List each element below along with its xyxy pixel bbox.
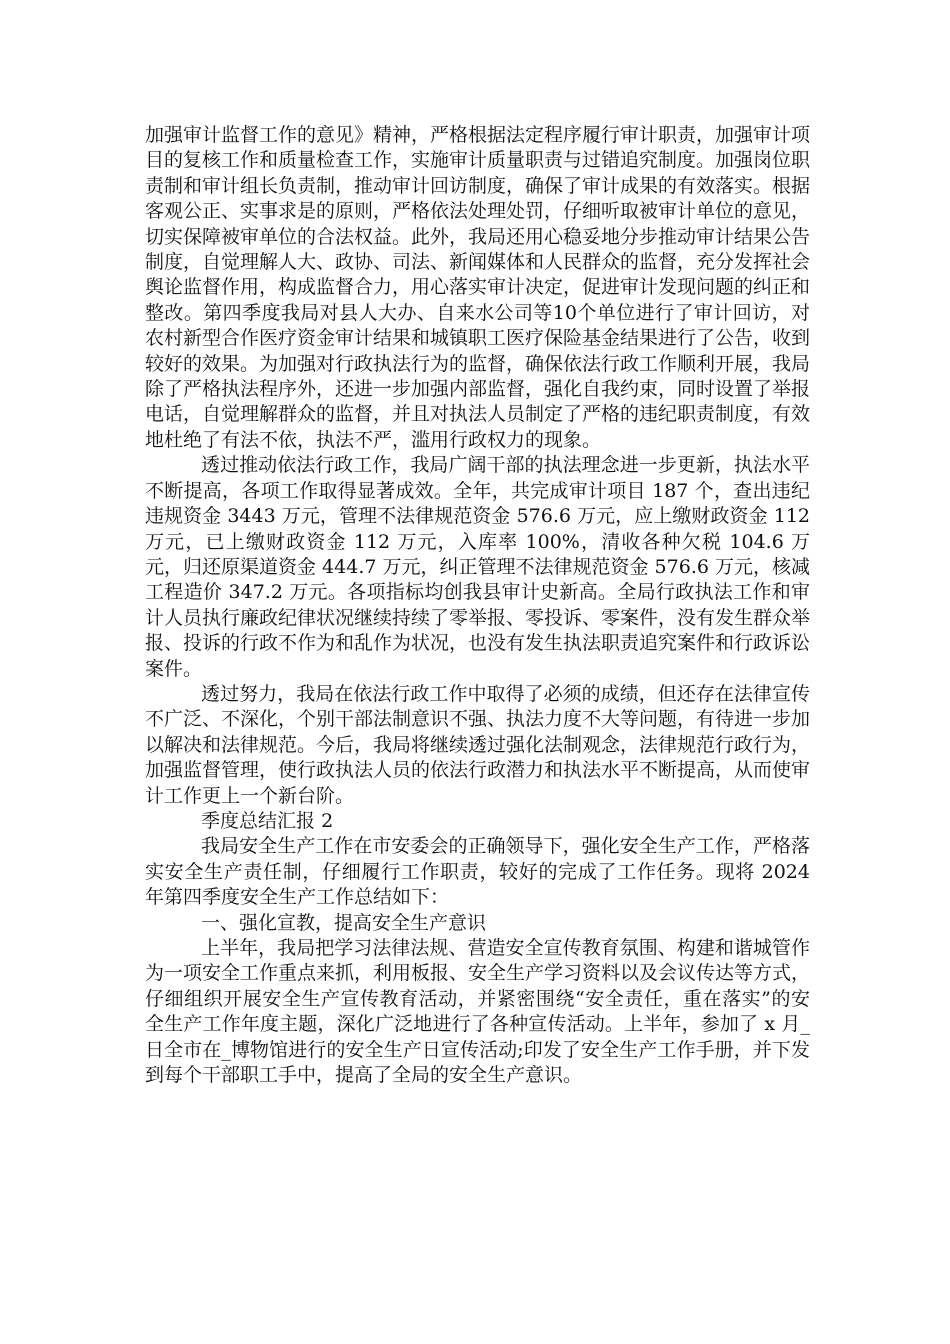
paragraph-results: 透过推动依法行政工作，我局广阔干部的执法理念进一步更新，执法水平不断提高，各项工作取得显著成效。全年，共完成审计项目 187 个，查出违纪违规资金 3443 万元，管理不法律规范资金 576.6 万元，应上缴财政资金 112 万元，已上缴财政资金 112 万元，入库率 100%，清收各种欠税 104.6 万元，归还原渠道资金 444.7 万元，纠正管理不法律规范资金 576.6 万元，核减工程造价 347.2 万元。各项指标均创我县审计史新高。全局行政执法工作和审计人员执行廉政纪律状况继续持续了零举报、零投诉、零案件，没有发生群众举报、投诉的行政不作为和乱作为状况，也没有发生执法职责追究案件和行政诉讼案件。: [145, 454, 811, 680]
paragraph-safety-publicity: 上半年，我局把学习法律法规、营造安全宣传教育氛围、构建和谐城管作为一项安全工作重点来抓，利用板报、安全生产学习资料以及会议传达等方式，仔细组织开展安全生产宣传教育活动，并紧密围绕“安全责任，重在落实”的安全生产工作年度主题，深化广泛地进行了各种宣传活动。上半年，参加了 x 月_日全市在_博物馆进行的安全生产日宣传活动;印发了安全生产工作手册，并下发到每个干部职工手中，提高了全局的安全生产意识。: [145, 937, 811, 1087]
subheading-publicity: 一、强化宣教，提高安全生产意识: [201, 911, 487, 934]
document-body: [145, 123, 810, 1088]
paragraph-audit-supervision: 加强审计监督工作的意见》精神，严格根据法定程序履行审计职责，加强审计项目的复核工作和质量检查工作，实施审计质量职责与过错追究制度。加强岗位职责制和审计组长负责制，推动审计回访制度，确保了审计成果的有效落实。根据客观公正、实事求是的原则，严格依法处理处罚，仔细听取被审计单位的意见，切实保障被审单位的合法权益。此外，我局还用心稳妥地分步推动审计结果公告制度，自觉理解人大、政协、司法、新闻媒体和人民群众的监督，充分发挥社会舆论监督作用，构成监督合力，用心落实审计决定，促进审计发现问题的纠正和整改。第四季度我局对县人大办、自来水公司等10个单位进行了审计回访，对农村新型合作医疗资金审计结果和城镇职工医疗保险基金结果进行了公告，收到较好的效果。为加强对行政执法行为的监督，确保依法行政工作顺利开展，我局除了严格执法程序外，还进一步加强内部监督，强化自我约束，同时设置了举报电话，自觉理解群众的监督，并且对执法人员制定了严格的违纪职责制度，有效地杜绝了有法不依，执法不严，滥用行政权力的现象。: [145, 124, 811, 451]
section-heading-report-2: 季度总结汇报 2: [201, 809, 334, 832]
paragraph-safety-intro: 我局安全生产工作在市安委会的正确领导下，强化安全生产工作，严格落实安全生产责任制，仔细履行工作职责，较好的完成了工作任务。现将 2024 年第四季度安全生产工作总结如下：: [145, 835, 810, 909]
paragraph-shortcomings: 透过努力，我局在依法行政工作中取得了必须的成绩，但还存在法律宣传不广泛、不深化，个别干部法制意识不强、执法力度不大等问题，有待进一步加以解决和法律规范。今后，我局将继续透过强化法制观念，法律规范行政行为，加强监督管理，使行政执法人员的依法行政潜力和执法水平不断提高，从而使审计工作更上一个新台阶。: [145, 682, 811, 807]
